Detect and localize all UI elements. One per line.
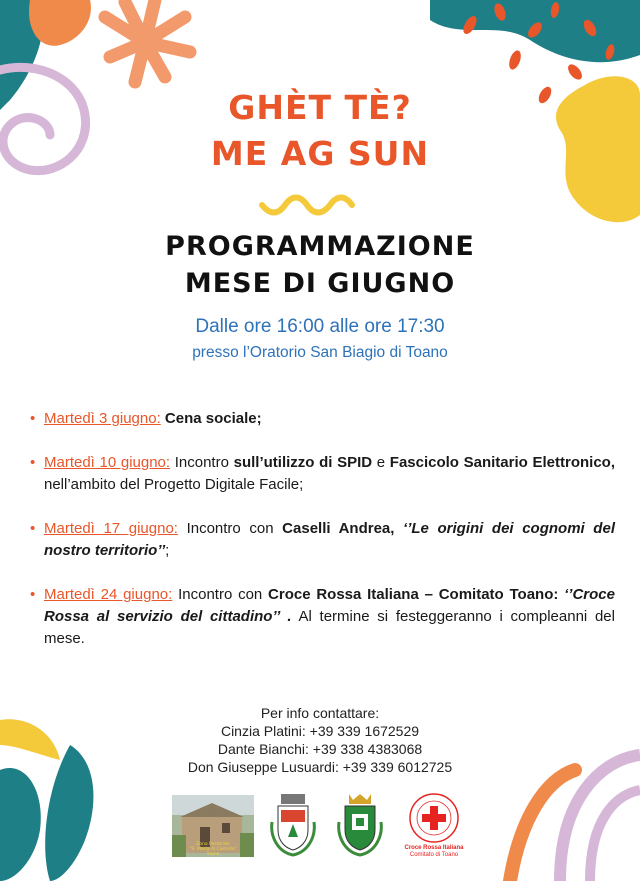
bullet-icon: • [30,586,36,603]
event-date: Martedì 17 giugno: [44,520,178,537]
event-list [30,408,615,672]
event-item [30,518,615,562]
contacts-heading: Per info contattare: [260,705,380,721]
contacts-block [0,704,640,776]
event-text: Incontro [170,454,234,471]
contact-line: Dante Bianchi: +39 338 4383068 [217,741,423,757]
svg-text:Toano: Toano [206,852,220,857]
event-text: Cena sociale; [160,410,262,427]
event-text-bold: sull’utilizzo di SPID [233,454,373,471]
red-cross-caption [398,845,470,859]
programme-heading-line-1: PROGRAMMAZIONE [165,231,475,262]
title-line-1: GHÈT TÈ? [228,88,412,127]
event-date: Martedì 10 giugno: [44,454,171,471]
event-text-bold: Caselli Andrea, [282,520,395,537]
place-text: presso l’Oratorio San Biagio di Toano [192,344,448,361]
event-item [30,584,615,650]
event-text-bold: Croce Rossa Italiana – Comitato Toano: [268,586,559,603]
bullet-icon: • [30,454,36,471]
event-date: Martedì 3 giugno: [44,410,161,427]
church-photo-logo [172,795,254,857]
bullet-icon: • [30,410,36,427]
event-text-bold: Fascicolo Sanitario Elettronico, [389,454,615,471]
title-line-2: ME AG SUN [210,134,430,173]
contact-line: Cinzia Platini: +39 339 1672529 [220,723,420,739]
red-cross-committee: Comitato di Toano [409,852,459,858]
event-text: Incontro con [177,520,283,537]
municipal-crest-logo-2 [335,792,385,858]
logos-row [0,790,640,860]
red-cross-name: Croce Rossa Italiana [404,845,464,851]
hours-text: Dalle ore 16:00 alle ore 17:30 [195,316,445,337]
event-text-italic: ‘’Croce Rossa al servizio del cittadino’’ . [44,586,615,625]
event-text: Incontro con [172,586,269,603]
event-item [30,452,615,496]
svg-text:"S. Maria di Castello": "S. Maria di Castello" [189,847,237,852]
event-text: ; [165,542,170,559]
svg-text:Zona Pastorale: Zona Pastorale [196,842,230,847]
event-text [394,520,403,537]
event-text-italic: ‘’Le origini dei cognomi del nostro territorio’’ [44,520,615,559]
programme-heading-line-2: MESE DI GIUGNO [184,268,456,299]
event-text: e [372,454,390,471]
event-text: nell’ambito del Progetto Digitale Facile; [44,476,304,493]
bullet-icon: • [30,520,36,537]
contact-line: Don Giuseppe Lusuardi: +39 339 6012725 [187,759,453,775]
event-date: Martedì 24 giugno: [44,586,173,603]
event-text: Al termine si festeggeranno i compleanni del mese. [44,608,615,647]
municipal-crest-logo [268,792,318,858]
event-item [30,408,615,430]
